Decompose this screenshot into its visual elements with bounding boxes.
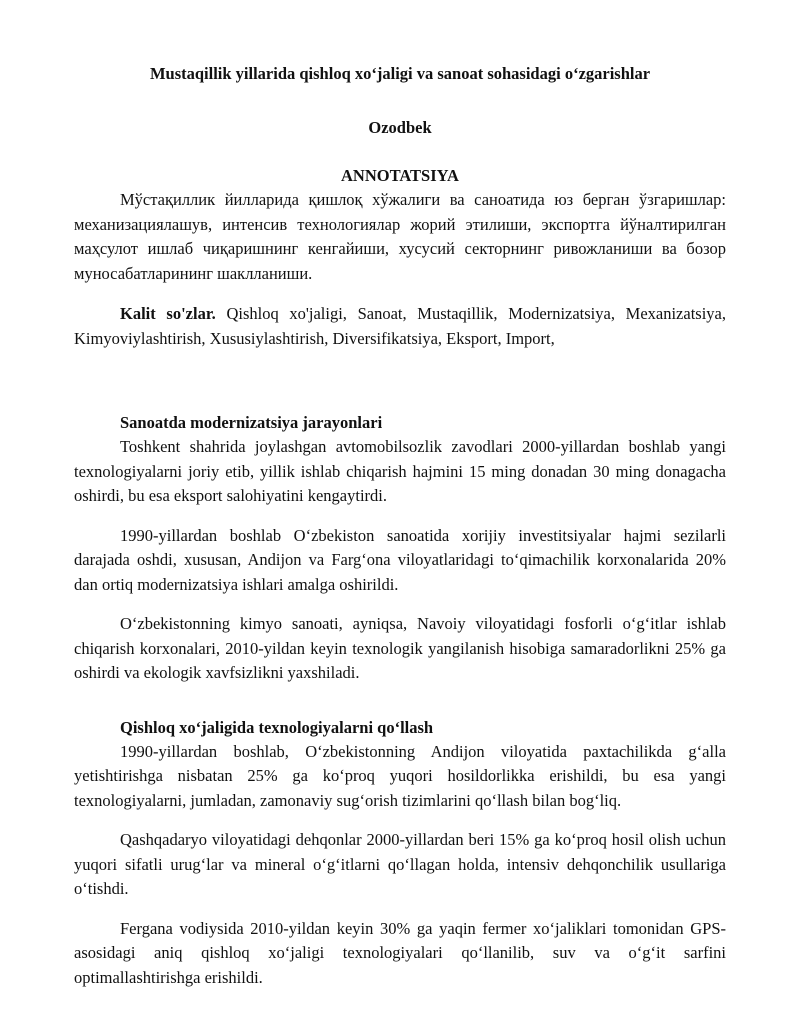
section-heading-agriculture: Qishloq xo‘jaligida texnologiyalarni qo‘llash — [120, 717, 434, 737]
annotation-text: Мўстақиллик йилларида қишлоқ хўжалиги ва саноатида юз берган ўзгаришлар: механизациялашув, интенсив технологиялар жорий этилиши, экспортга йўналтирилган маҳсулот ишлаб чиқаришнинг кенгайиши, хусусий секторнинг ривожланиши ва бозор муносабатларининг шаклланиши. — [74, 190, 726, 283]
keywords-paragraph — [74, 302, 726, 351]
section-paragraph: Toshkent shahrida joylashgan avtomobilsozlik zavodlari 2000-yillardan boshlab yangi texnologiyalarni joriy etib, yillik ishlab chiqarish hajmini 15 ming donadan 30 ming donagacha oshirdi, bu esa eksport salohiyatini kengaytirdi. — [74, 437, 726, 505]
author-name: Ozodbek — [368, 118, 432, 137]
section-paragraph: Fergana vodiysida 2010-yildan keyin 30% ga yaqin fermer xo‘jaliklari tomonidan GPS-asosidagi aniq qishloq xo‘jaligi texnologiyalari qo‘llanilib, suv va o‘g‘it sarfini optimallashtirishga erishildi. — [74, 918, 726, 987]
section-paragraph: 1990-yillardan boshlab, O‘zbekistonning Andijon viloyatida paxtachilikda g‘alla yetishtirishga nisbatan 25% ga ko‘proq yuqori hosildorlikka erishildi, bu esa yangi texnologiyalarni, jumladan, zamonaviy sug‘orish tizimlarini qo‘llash bilan bog‘liq. — [74, 741, 726, 810]
keywords-label: Kalit so'zlar. — [120, 304, 216, 323]
section-paragraph: O‘zbekistonning kimyo sanoati, ayniqsa, Navoiy viloyatidagi fosforli o‘g‘itlar ishlab chiqarish korxonalari, 2010-yildan keyin texnologik yangilanish hisobiga samaradorlikni 25% ga oshirdi va ekologik xavfsizlikni yaxshiladi. — [74, 614, 726, 682]
keywords-text: Qishloq xo'jaligi, Sanoat, Mustaqillik, Modernizatsiya, Mexanizatsiya, Kimyoviylashtirish, Xususiylashtirish, Diversifikatsiya, Eksport, Import, — [74, 304, 726, 348]
section-paragraph: 1990-yillardan boshlab O‘zbekiston sanoatida xorijiy investitsiyalar hajmi sezilarli darajada oshdi, xususan, Andijon va Farg‘ona viloyatlaridagi to‘qimachilik korxonalarida 20% dan ortiq modernizatsiya ishlari amalga oshirildi. — [74, 525, 726, 594]
section-paragraph: Qashqadaryo viloyatidagi dehqonlar 2000-yillardan beri 15% ga ko‘proq hosil olish uchun yuqori sifatli urug‘lar va mineral o‘g‘itlarni qo‘llagan holda, intensiv dehqonchilik usullariga o‘tishdi. — [74, 830, 726, 898]
section-heading-industry: Sanoatda modernizatsiya jarayonlari — [120, 413, 383, 432]
annotation-heading: ANNOTATSIYA — [341, 166, 459, 185]
document-page — [74, 62, 726, 990]
document-title: Mustaqillik yillarida qishloq xo‘jaligi va sanoat sohasidagi o‘zgarishlar — [149, 64, 651, 83]
